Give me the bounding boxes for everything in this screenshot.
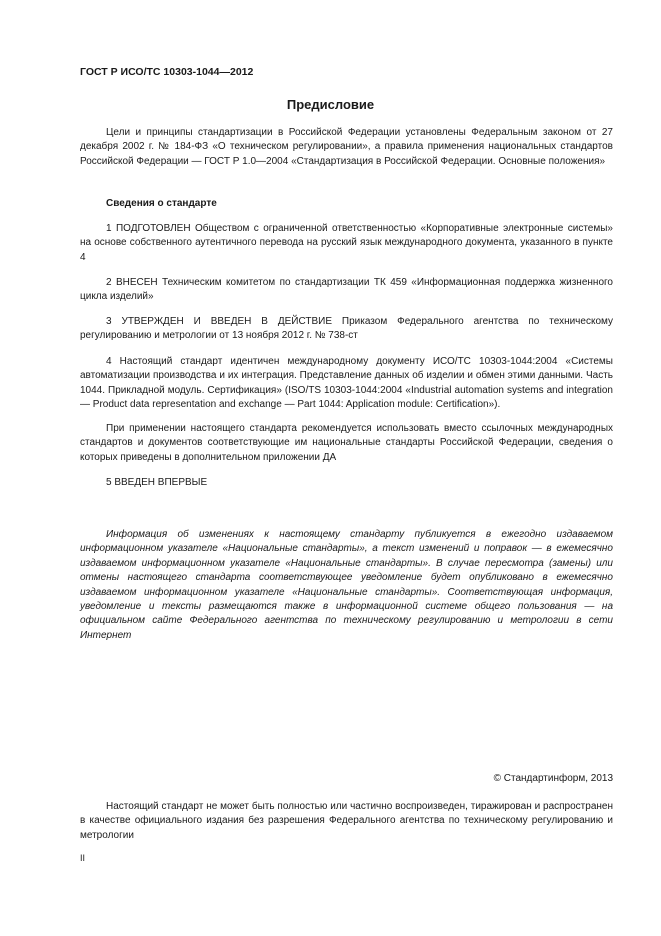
item-1-paragraph: 1 ПОДГОТОВЛЕН Обществом с ограниченной ответственностью «Корпоративные электронные системы» на основе собственного аутентичного перевода на русский язык международного документа, указанного в пункте 4 <box>80 223 613 263</box>
item-4-note-paragraph: При применении настоящего стандарта рекомендуется использовать вместо ссылочных международных стандартов и документов соответствующие им национальные стандарты Российской Федерации, сведения о которых приведены в дополнительном приложении ДА <box>80 423 613 463</box>
item-5-paragraph: 5 ВВЕДЕН ВПЕРВЫЕ <box>106 477 208 488</box>
page-title: Предисловие <box>286 97 375 112</box>
intro-paragraph: Цели и принципы стандартизации в Российской Федерации установлены Федеральным законом от 27 декабря 2002 г. № 184-ФЗ «О техническом регулировании», а правила применения национальных стандартов Российской Федерации — ГОСТ Р 1.0—2004 «Стандартизация в Российской Федерации. Основные положения» <box>80 127 613 167</box>
item-3-paragraph: 3 УТВЕРЖДЕН И ВВЕДЕН В ДЕЙСТВИЕ Приказом Федерального агентства по техническому регулированию и метрологии от 13 ноября 2012 г. № 738-ст <box>80 316 613 342</box>
notice-paragraph: Информация об изменениях к настоящему стандарту публикуется в ежегодно издаваемом информационном указателе «Национальные стандарты», а текст изменений и поправок — в ежемесячно издаваемом информационном указателе «Национальные стандарты». В случае пересмотра (замены) или отмены настоящего стандарта соответствующее уведомление будет опубликовано в ежемесячно издаваемом информационном указателе «Национальные стандарты». Соответствующая информация, уведомление и тексты размещаются также в информационной системе общего пользования — на официальном сайте Федерального агентства по техническому регулированию и метрологии в сети Интернет <box>80 529 613 641</box>
item-4-paragraph: 4 Настоящий стандарт идентичен международному документу ИСО/ТС 10303-1044:2004 «Системы автоматизации производства и их интеграция. Представление данных об изделии и обмен этими данными. Часть 1044. Прикладной модуль. Сертификация» (ISO/TS 10303-1044:2004 «Industrial automation systems and integration — Product data representation and exchange — Part 1044: Application module: Certification»). <box>80 356 613 411</box>
document-header: ГОСТ Р ИСО/ТС 10303-1044—2012 <box>80 66 254 78</box>
page-number: II <box>80 853 86 863</box>
section-heading: Сведения о стандарте <box>106 198 217 209</box>
item-2-paragraph: 2 ВНЕСЕН Техническим комитетом по стандартизации ТК 459 «Информационная поддержка жизненного цикла изделий» <box>80 277 613 303</box>
copyright-line: © Стандартинформ, 2013 <box>493 773 613 784</box>
reproduction-notice: Настоящий стандарт не может быть полностью или частично воспроизведен, тиражирован и распространен в качестве официального издания без разрешения Федерального агентства по техническому регулированию и метрологии <box>80 801 613 841</box>
